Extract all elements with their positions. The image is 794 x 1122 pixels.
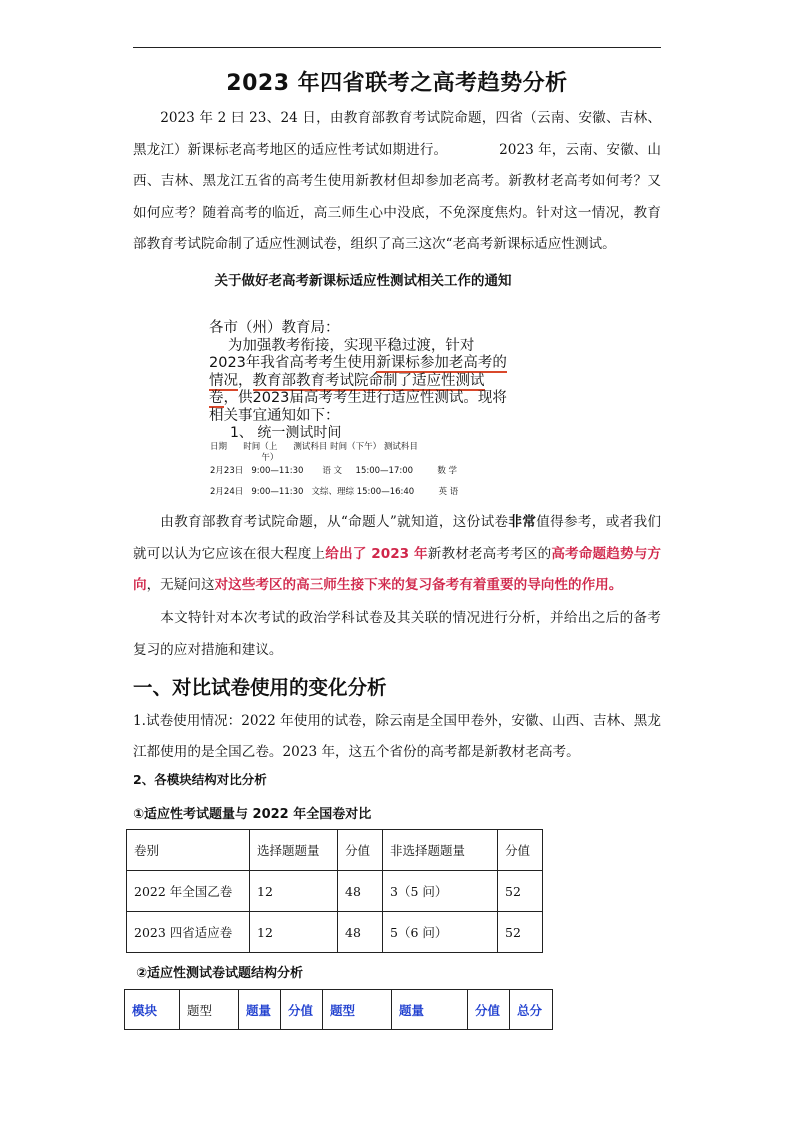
intro-sentence-2: 2023 年，云南、安徽、山西、吉林、黑龙江五省的高考生使用新教材但却参加老高考。新教材老高考如何考？又如何应考？随着高考的临近，高三师生心中没底，不免深度焦灼。针对这一情况，教育部教育考试院命制了适应性测试卷，组织了高三这次“老高考新课标适应性测试。 [133, 141, 661, 252]
emphasis-guidance: 对这些考区的高三师生接下来的复习备考有着重要的导向性的作用。 [214, 577, 623, 593]
table-header-row [125, 990, 553, 1030]
table-cell: 分值 [338, 830, 383, 871]
schedule-row-2: 2月24日 9:00—11:30 文综、理综 15:00—16:40 英 语 [210, 487, 459, 497]
table-row [127, 912, 543, 953]
table-cell: 分值 [498, 830, 543, 871]
table-cell: 题量 [239, 990, 281, 1030]
table-row [127, 871, 543, 912]
section1-text: 1.试卷使用情况：2022 年使用的试卷，除云南是全国甲卷外，安徽、山西、吉林、黑龙江都使用的是全国乙卷。2023 年，这五个省份的高考都是新教材老高考。 [133, 713, 661, 760]
table-cell: 卷别 [127, 830, 250, 871]
notice-title: 关于做好老高考新课标适应性测试相关工作的通知 [214, 273, 512, 289]
notice-image [197, 264, 529, 500]
notice-text: 为加强教考衔接，实现平稳过渡，针对2023年我省高考考生使用新课标参加老高考的情况，教育部教育考试院命制了适应性测试卷，供2023届高考考生进行适应性测试。现将相关事宜通知如下： [209, 337, 507, 424]
table-cell: 题型 [323, 990, 392, 1030]
table-cell: 52 [498, 871, 543, 912]
table-cell: 48 [338, 912, 383, 953]
table-cell: 3（5 问） [383, 871, 498, 912]
comparison-table [126, 829, 543, 953]
emphasis-feichang: 非常 [508, 514, 537, 530]
emphasis-trend: 高考命题趋势与方向 [133, 545, 662, 593]
table-cell: 12 [250, 912, 338, 953]
table-cell: 总分 [510, 990, 553, 1030]
notice-underline-2: 教育部教育考试院命制了适应性测试卷 [209, 372, 485, 406]
paragraph-3: 本文特针对本次考试的政治学科试卷及其关联的情况进行分析，并给出之后的备考复习的应对措施和建议。 [133, 610, 661, 658]
table-cell: 2023 四省适应卷 [127, 912, 250, 953]
page-title: 2023 年四省联考之高考趋势分析 [226, 71, 568, 96]
table-cell: 2022 年全国乙卷 [127, 871, 250, 912]
notice-item-1: 1、 统一测试时间 [230, 425, 342, 441]
notice-underline-1: 新课标参加老高考的情况 [209, 355, 507, 389]
table-cell: 模块 [125, 990, 180, 1030]
intro-paragraph [133, 103, 661, 261]
table-cell: 48 [338, 871, 383, 912]
section-heading-1: 一、对比试卷使用的变化分析 [133, 676, 387, 699]
schedule-row-1: 2月23日 9:00—11:30 语 文 15:00—17:00 数 学 [210, 466, 458, 476]
table-cell: 12 [250, 871, 338, 912]
table-cell: 5（6 问） [383, 912, 498, 953]
table1-title: ①适应性考试题量与 2022 年全国卷对比 [133, 807, 372, 822]
schedule-header-2: 午） [210, 453, 279, 463]
structure-table [124, 989, 553, 1030]
schedule-header: 日期 时间（上 测试科目 时间（下午） 测试科目 [210, 442, 418, 452]
table-cell: 52 [498, 912, 543, 953]
header-rule [133, 47, 661, 48]
table-cell: 非选择题题量 [383, 830, 498, 871]
notice-greeting: 各市（州）教育局： [209, 320, 340, 336]
table-cell: 题型 [180, 990, 239, 1030]
notice-body [209, 320, 509, 425]
table-cell: 分值 [468, 990, 510, 1030]
table2-title: ②适应性测试卷试题结构分析 [136, 966, 304, 981]
table-cell: 题量 [392, 990, 468, 1030]
paragraph-2: 由教育部教育考试院命题，从“命题人”就知道，这份试卷非常值得参考，或者我们就可以认为它应该在很大程度上给出了 2023 年新教材老高考考区的高考命题趋势与方向，无疑问这对这些考区的高三师生接下来的复习备考有着重要的导向性的作用。 [133, 514, 662, 593]
emphasis-2023: 给出了 2023 年 [325, 545, 428, 562]
table-cell: 选择题题量 [250, 830, 338, 871]
sub-heading-2: 2、各模块结构对比分析 [133, 772, 267, 787]
table-cell: 分值 [281, 990, 323, 1030]
table-header-row [127, 830, 543, 871]
intro-sentence-1: 2023 年 2 曰 23、24 日，由教育部教育考试院命题，四省（云南、安徽、吉林、黑龙江）新课标老高考地区的适应性考试如期进行。 [133, 110, 661, 158]
